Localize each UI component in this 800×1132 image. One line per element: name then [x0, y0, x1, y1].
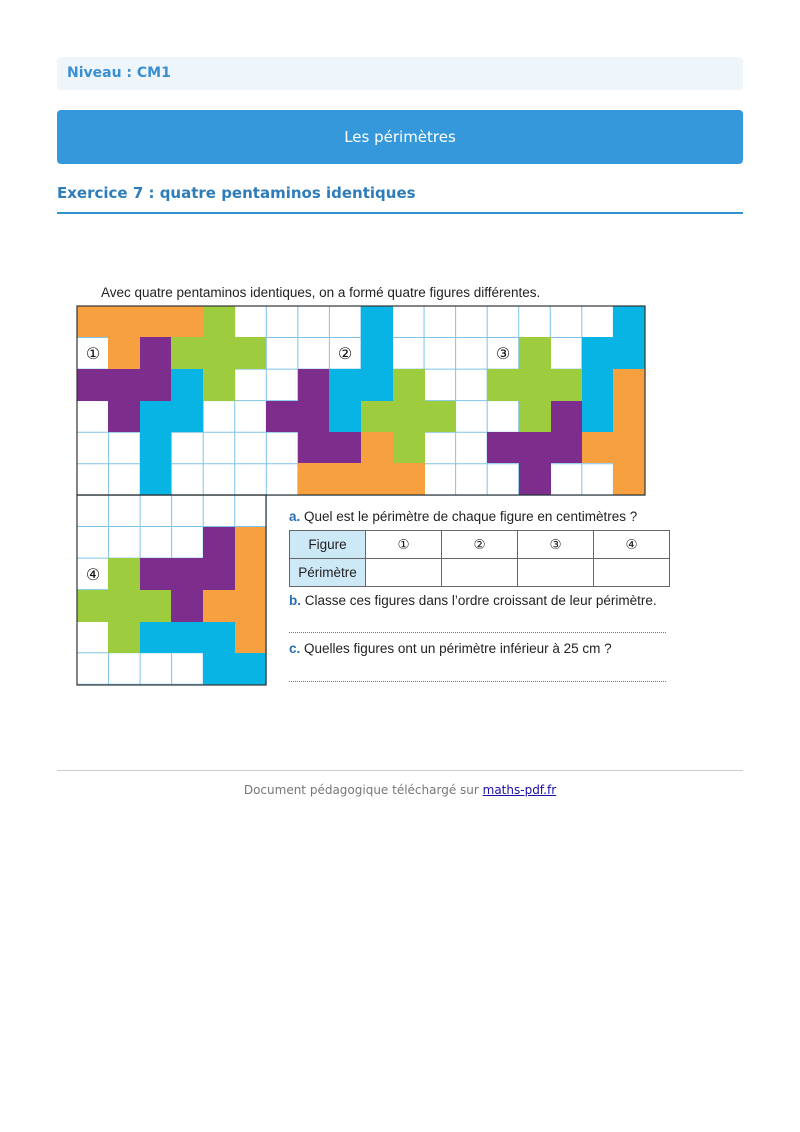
table-header-figure-1: ①: [366, 531, 442, 559]
page-title: Les périmètres: [57, 110, 743, 164]
question-a-letter: a.: [289, 509, 301, 524]
figure-1-label: ①: [85, 344, 101, 363]
perimeter-table: [289, 530, 670, 587]
figure-4-label: ④: [85, 565, 101, 584]
table-row: [290, 559, 670, 587]
answer-line-c[interactable]: [289, 681, 666, 682]
table-header-figure-4: ④: [594, 531, 670, 559]
answer-cell-1[interactable]: [366, 559, 442, 587]
question-a-text: Quel est le périmètre de chaque figure en centimètres ?: [304, 509, 638, 524]
table-row: [290, 531, 670, 559]
footer-text: Document pédagogique téléchargé sur: [243, 783, 483, 797]
question-b-text: Classe ces figures dans l’ordre croissant de leur périmètre.: [304, 593, 657, 608]
footer-link[interactable]: maths-pdf.fr: [482, 783, 557, 797]
question-b: [289, 593, 657, 608]
answer-line-b[interactable]: [289, 632, 666, 633]
footer: [0, 783, 800, 797]
footer-divider: [57, 770, 743, 771]
figure-3-label: ③: [495, 344, 511, 363]
answer-cell-4[interactable]: [594, 559, 670, 587]
table-header-figure: Figure: [290, 531, 366, 559]
question-c-letter: c.: [289, 641, 301, 656]
question-b-letter: b.: [289, 593, 301, 608]
table-header-figure-3: ③: [518, 531, 594, 559]
answer-cell-3[interactable]: [518, 559, 594, 587]
figure-2-label: ②: [337, 344, 353, 363]
question-c: [289, 641, 612, 656]
level-banner: Niveau : CM1: [57, 57, 743, 90]
answer-cell-2[interactable]: [442, 559, 518, 587]
question-c-text: Quelles figures ont un périmètre inférieur à 25 cm ?: [304, 641, 612, 656]
exercise-title: Exercice 7 : quatre pentaminos identiques: [57, 184, 743, 214]
question-a: [289, 509, 637, 524]
table-row-label-perimetre: Périmètre: [290, 559, 366, 587]
exercise-intro: Avec quatre pentaminos identiques, on a formé quatre figures différentes.: [101, 285, 541, 300]
table-header-figure-2: ②: [442, 531, 518, 559]
